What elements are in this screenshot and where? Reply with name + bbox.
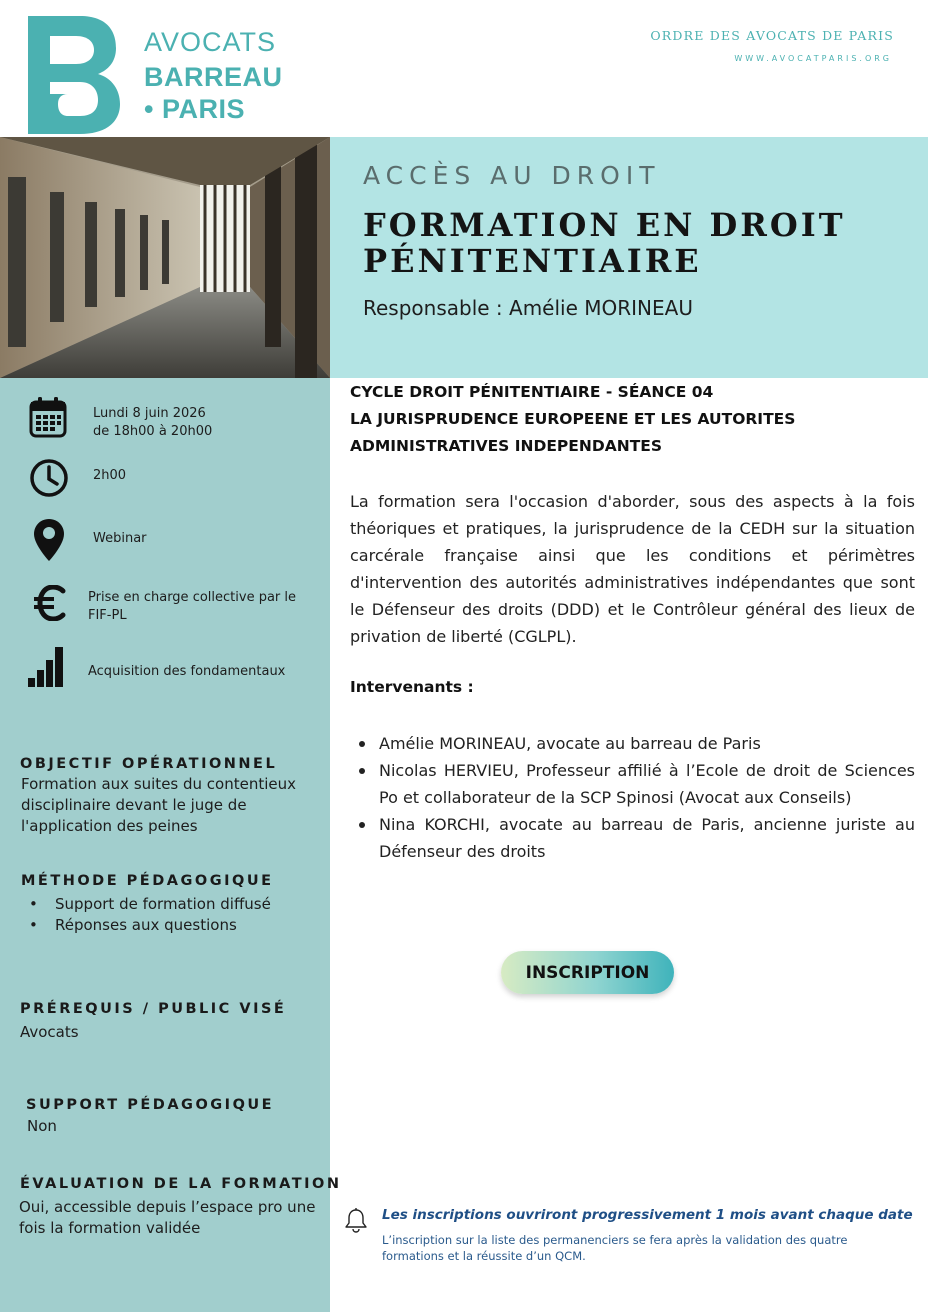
funding-line-1: Prise en charge collective par le — [88, 590, 296, 605]
date-line: Lundi 8 juin 2026 — [93, 406, 206, 421]
kicker: ACCÈS AU DROIT — [363, 161, 661, 190]
session-title-line-1: LA JURISPRUDENCE EUROPEENE ET LES AUTORITES — [350, 410, 796, 428]
evaluation-line: Oui, accessible depuis l’espace pro une — [19, 1198, 316, 1216]
list-item: Nina KORCHI, avocate au barreau de Paris, ancienne juriste au Défenseur des droits — [379, 811, 915, 865]
location-info: Webinar — [93, 531, 147, 546]
prerequis-heading: PRÉREQUIS / PUBLIC VISÉ — [20, 1001, 287, 1017]
intervenants-heading: Intervenants : — [350, 678, 474, 696]
duration-info: 2h00 — [93, 468, 127, 483]
website-link[interactable]: WWW.AVOCATPARIS.ORG — [734, 54, 892, 63]
location-pin-icon — [33, 518, 65, 562]
level-bars-icon — [28, 646, 64, 688]
description: La formation sera l'occasion d'aborder, sous des aspects à la fois théoriques et pratiques, la jurisprudence de la CEDH sur la situation carcérale française ainsi que les conditions et périmètres d'intervention des autorités administratives indépendantes que sont le Défenseur des droits (DDD) et le Contrôleur général des lieux de privation de liberté (CGLPL). — [350, 492, 915, 646]
date-info — [93, 405, 212, 441]
evaluation-heading: ÉVALUATION DE LA FORMATION — [20, 1176, 342, 1192]
list-item: Nicolas HERVIEU, Professeur affilié à l’Ecole de droit de Sciences Po et collaborateur de la SCP Spinosi (Avocat aux Conseils) — [379, 757, 915, 811]
objectif-heading: OBJECTIF OPÉRATIONNEL — [20, 756, 278, 772]
level-info: Acquisition des fondamentaux — [88, 664, 286, 679]
objectif-body — [21, 774, 296, 837]
logo-word-paris: • PARIS — [144, 94, 245, 124]
responsable: Responsable : Amélie MORINEAU — [363, 296, 693, 320]
clock-icon — [29, 458, 69, 498]
page-title: FORMATION EN DROIT PÉNITENTIAIRE — [363, 206, 846, 280]
objectif-line: Formation aux suites du contentieux — [21, 775, 297, 793]
cycle-title: CYCLE DROIT PÉNITENTIAIRE - SÉANCE 04 — [350, 383, 714, 401]
objectif-line: disciplinaire devant le juge de — [21, 796, 247, 814]
calendar-icon — [29, 396, 67, 438]
support-body: Non — [27, 1117, 57, 1135]
euro-icon — [33, 585, 67, 621]
inscription-button[interactable]: INSCRIPTION — [501, 951, 674, 994]
objectif-line: l'application des peines — [21, 817, 198, 835]
prison-corridor-photo — [0, 137, 330, 378]
methode-heading: MÉTHODE PÉDAGOGIQUE — [21, 873, 274, 889]
time-line: de 18h00 à 20h00 — [93, 424, 213, 439]
logo-word-barreau: BARREAU — [144, 62, 283, 92]
list-item: • Réponses aux questions — [21, 915, 271, 936]
evaluation-line: fois la formation validée — [19, 1219, 201, 1237]
support-heading: SUPPORT PÉDAGOGIQUE — [26, 1097, 275, 1113]
notice-heading: Les inscriptions ouvriront progressivement 1 mois avant chaque date — [382, 1207, 913, 1223]
barreau-logo — [28, 16, 120, 134]
funding-info — [88, 589, 296, 625]
methode-list — [21, 894, 271, 936]
evaluation-body — [19, 1197, 315, 1239]
list-item: • Support de formation diffusé — [21, 894, 271, 915]
bell-icon — [344, 1207, 368, 1233]
intervenants-list — [379, 730, 915, 865]
notice-body: L’inscription sur la liste des permanenciers se fera après la validation des quatre formations et la réussite d’un QCM. — [382, 1233, 848, 1263]
session-title-line-2: ADMINISTRATIVES INDEPENDANTES — [350, 437, 663, 455]
list-item: Amélie MORINEAU, avocate au barreau de Paris — [379, 730, 915, 757]
prerequis-body: Avocats — [20, 1023, 79, 1041]
logo-word-avocats: AVOCATS — [144, 27, 277, 57]
funding-line-2: FIF-PL — [88, 608, 127, 623]
org-name: ORDRE DES AVOCATS DE PARIS — [650, 28, 894, 43]
